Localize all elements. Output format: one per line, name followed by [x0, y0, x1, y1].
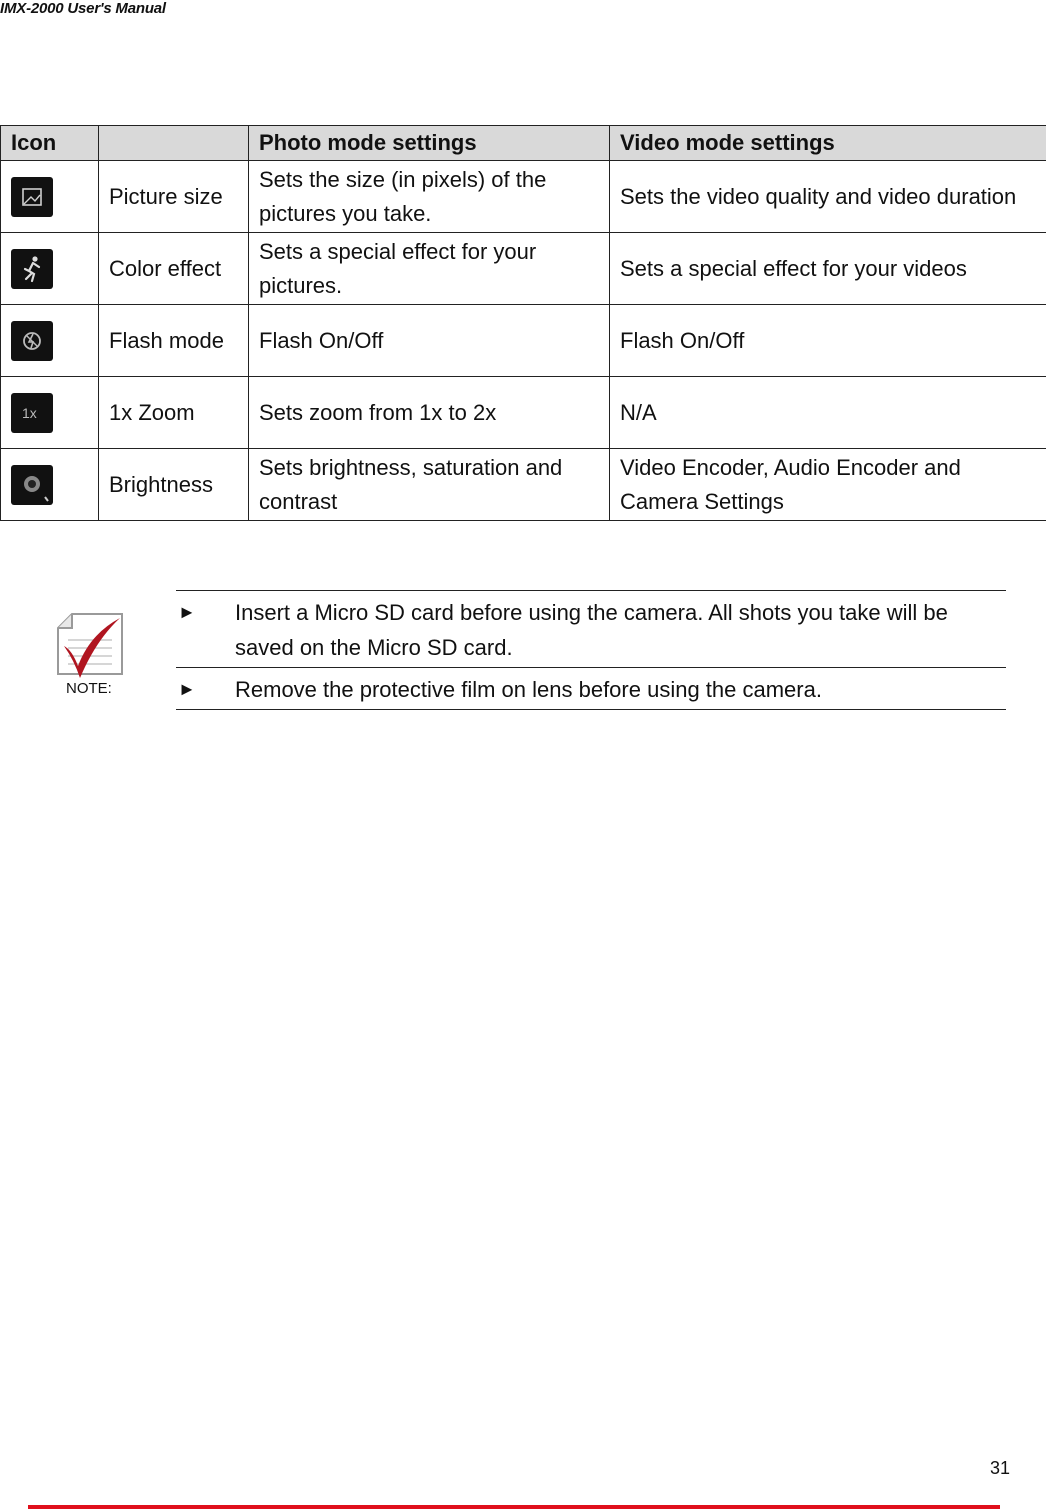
setting-name: 1x Zoom: [99, 377, 249, 449]
photo-setting: Sets a special effect for your pictures.: [249, 233, 610, 305]
table-row: [1, 233, 1046, 305]
setting-name: Picture size: [99, 161, 249, 233]
color-effect-icon: [11, 249, 53, 289]
photo-setting: Sets zoom from 1x to 2x: [249, 377, 610, 449]
note-text: Insert a Micro SD card before using the camera. All shots you take will be saved on the Micro SD card.: [235, 600, 948, 660]
list-item: [176, 590, 1006, 667]
brightness-icon: [11, 465, 53, 505]
list-item: [176, 667, 1006, 710]
setting-name: Color effect: [99, 233, 249, 305]
note-section: [50, 590, 1006, 710]
note-text: Remove the protective film on lens before using the camera.: [235, 677, 822, 702]
video-setting: Video Encoder, Audio Encoder and Camera Settings: [610, 449, 1046, 521]
table-row: [1, 305, 1046, 377]
setting-name: Flash mode: [99, 305, 249, 377]
photo-setting: Sets the size (in pixels) of the pictures you take.: [249, 161, 610, 233]
note-list: [176, 590, 1006, 710]
bullet-arrow-icon: ►: [178, 602, 196, 622]
flash-mode-icon: [11, 321, 53, 361]
document-header-title: IMX-2000 User's Manual: [0, 0, 166, 17]
video-setting: Flash On/Off: [610, 305, 1046, 377]
column-header-setting: [99, 126, 249, 161]
video-setting: Sets a special effect for your videos: [610, 233, 1046, 305]
column-header-video: Video mode settings: [610, 126, 1046, 161]
zoom-1x-icon: [11, 393, 53, 433]
photo-setting: Sets brightness, saturation and contrast: [249, 449, 610, 521]
table-row: [1, 449, 1046, 521]
column-header-icon: Icon: [1, 126, 99, 161]
settings-table: [0, 125, 1046, 521]
table-row: [1, 161, 1046, 233]
picture-size-icon: [11, 177, 53, 217]
table-row: [1, 377, 1046, 449]
zoom-1x-icon-text: 1x: [22, 404, 37, 421]
column-header-photo: Photo mode settings: [249, 126, 610, 161]
video-setting: Sets the video quality and video duration: [610, 161, 1046, 233]
photo-setting: Flash On/Off: [249, 305, 610, 377]
setting-name: Brightness: [99, 449, 249, 521]
footer-divider: [28, 1505, 1000, 1509]
page-number: 31: [989, 1458, 1010, 1478]
note-icon: [50, 600, 130, 695]
bullet-arrow-icon: ►: [178, 679, 196, 699]
video-setting: N/A: [610, 377, 1046, 449]
note-label: NOTE:: [66, 680, 112, 695]
table-header-row: [1, 126, 1046, 161]
